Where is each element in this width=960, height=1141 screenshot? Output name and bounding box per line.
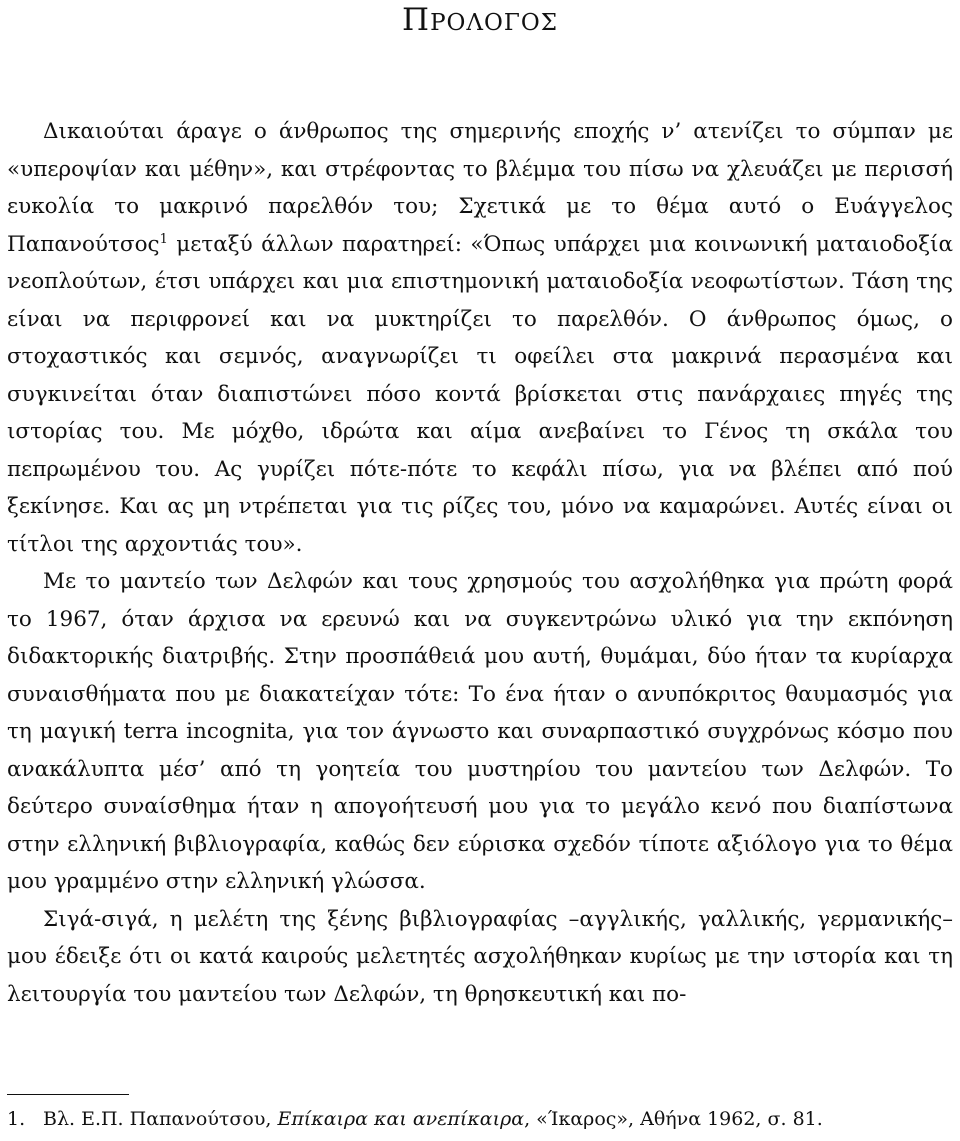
footnote-number: 1. <box>7 1108 26 1130</box>
footnote-divider <box>7 1094 129 1095</box>
footnote-author: Βλ. Ε.Π. Παπανούτσου, <box>43 1108 278 1130</box>
footnote-reference: 1 <box>159 231 168 247</box>
chapter-title-initial: Π <box>402 2 431 38</box>
footnote <box>7 1105 953 1133</box>
footnote-rest: , «Ίκαρος», Αθήνα 1962, σ. 81. <box>524 1108 823 1130</box>
body-text <box>7 113 953 1013</box>
footnote-title: Επίκαιρα και ανεπίκαιρα <box>277 1108 525 1130</box>
chapter-title-rest: ΡΟΛΟΓΟΣ <box>430 10 558 36</box>
paragraph-1-text-a: Δικαιούται άραγε ο άνθρωπος της σημερινής εποχής ν’ ατενίζει το σύμπαν με «υπεροψίαν και μέθην», και στρέφοντας το βλέμμα του πίσω να χλευάζει με περισσή ευκολία το μακρινό παρελθόν του; Σχετικά με το θέμα αυτό ο Ευάγγελος Παπανούτσος <box>7 119 953 257</box>
chapter-title <box>0 0 960 43</box>
paragraph-2: Με το μαντείο των Δελφών και τους χρησμούς του ασχολήθηκα για πρώτη φορά το 1967, όταν άρχισα να ερευνώ και να συγκεντρώνω υλικό για την εκπόνηση διδακτορικής διατριβής. Στην προσπάθειά μου αυτή, θυμάμαι, δύο ήταν τα κυρίαρχα συναισθήματα που με διακατείχαν τότε: Το ένα ήταν ο ανυπόκριτος θαυμασμός για τη μαγική terra incognita, για τον άγνωστο και συναρπαστικό συγχρόνως κόσμο που ανακάλυπτα μέσ’ από τη γοητεία του μυστηρίου του μαντείου των Δελφών. Το δεύτερο συναίσθημα ήταν η απογοήτευσή μου για το μεγάλο κενό που διαπίστωνα στην ελληνική βιβλιογραφία, καθώς δεν εύρισκα σχεδόν τίποτε αξιόλογο για το θέμα μου γραμμένο στην ελληνική γλώσσα. <box>7 569 953 894</box>
paragraph-1-text-b: μεταξύ άλλων παρατηρεί: «Όπως υπάρχει μια κοινωνική ματαιοδοξία νεοπλούτων, έτσι υπάρχει και μια επιστημονική ματαιοδοξία νεοφωτίστων. Τάση της είναι να περιφρονεί και να μυκτηρίζει το παρελθόν. Ο άνθρωπος όμως, ο στοχαστικός και σεμνός, αναγνωρίζει τι οφείλει στα μακρινά περασμένα και συγκινείται όταν διαπιστώνει πόσο κοντά βρίσκεται στις πανάρχαιες πηγές της ιστορίας του. Με μόχθο, ιδρώτα και αίμα ανεβαίνει το Γένος τη σκάλα του πεπρωμένου του. Ας γυρίζει πότε-πότε το κεφάλι πίσω, για να βλέπει από πού ξεκίνησε. Και ας μη ντρέπεται για τις ρίζες του, μόνο να καμαρώνει. Αυτές είναι οι τίτλοι της αρχοντιάς του». <box>7 231 953 557</box>
paragraph-3: Σιγά-σιγά, η μελέτη της ξένης βιβλιογραφίας –αγγλικής, γαλλικής, γερμανικής– μου έδειξε ότι οι κατά καιρούς μελετητές ασχολήθηκαν κυρίως με την ιστορία και τη λειτουργία του μαντείου των Δελφών, τη θρησκευτική και πο- <box>7 906 953 1007</box>
paragraph-1 <box>7 113 953 563</box>
